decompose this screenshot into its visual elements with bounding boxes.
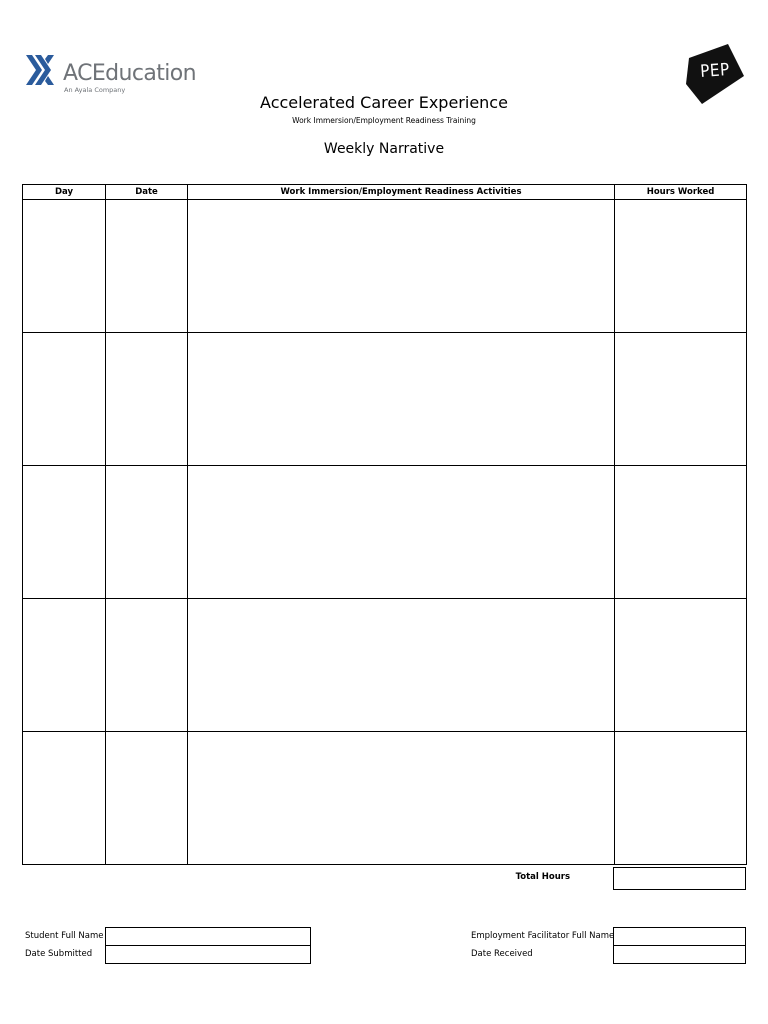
hours-cell[interactable] <box>615 599 747 732</box>
date-cell[interactable] <box>106 466 188 599</box>
hours-cell[interactable] <box>615 466 747 599</box>
day-cell[interactable] <box>23 200 106 333</box>
ac-logo-wordmark: ACEducation <box>63 61 196 86</box>
hours-cell[interactable] <box>615 200 747 333</box>
activities-cell[interactable] <box>188 200 615 333</box>
facilitator-name-label: Employment Facilitator Full Name <box>471 931 615 941</box>
hours-cell[interactable] <box>615 732 747 865</box>
ac-x-mark-icon <box>26 55 62 85</box>
table-row <box>23 599 747 732</box>
day-cell[interactable] <box>23 732 106 865</box>
hours-cell[interactable] <box>615 333 747 466</box>
column-header-date: Date <box>106 185 188 200</box>
form-title: Weekly Narrative <box>323 141 445 157</box>
day-cell[interactable] <box>23 599 106 732</box>
activities-cell[interactable] <box>188 466 615 599</box>
column-header-activities: Work Immersion/Employment Readiness Activities <box>188 185 615 200</box>
day-cell[interactable] <box>23 466 106 599</box>
date-submitted-field[interactable] <box>105 945 311 964</box>
total-hours-label: Total Hours <box>515 872 570 882</box>
activities-cell[interactable] <box>188 732 615 865</box>
column-header-day: Day <box>23 185 106 200</box>
total-hours-field[interactable] <box>613 867 746 890</box>
page-subtitle: Work Immersion/Employment Readiness Training <box>292 116 476 125</box>
table-row <box>23 333 747 466</box>
column-header-hours: Hours Worked <box>615 185 747 200</box>
activities-cell[interactable] <box>188 333 615 466</box>
student-name-field[interactable] <box>105 927 311 946</box>
date-cell[interactable] <box>106 333 188 466</box>
date-cell[interactable] <box>106 599 188 732</box>
table-row <box>23 200 747 333</box>
page-title: Accelerated Career Experience <box>260 93 508 112</box>
table-header-row <box>23 185 747 200</box>
ac-education-logo <box>26 55 206 97</box>
ac-logo-subtitle: An Ayala Company <box>64 86 126 94</box>
activities-cell[interactable] <box>188 599 615 732</box>
date-cell[interactable] <box>106 200 188 333</box>
facilitator-name-field[interactable] <box>613 927 746 946</box>
date-received-field[interactable] <box>613 945 746 964</box>
date-cell[interactable] <box>106 732 188 865</box>
table-row <box>23 466 747 599</box>
narrative-table <box>22 184 747 865</box>
date-received-label: Date Received <box>471 949 533 959</box>
table-row <box>23 732 747 865</box>
student-name-label: Student Full Name <box>25 931 104 941</box>
date-submitted-label: Date Submitted <box>25 949 93 959</box>
pep-logo-text: PEP <box>699 59 731 83</box>
day-cell[interactable] <box>23 333 106 466</box>
